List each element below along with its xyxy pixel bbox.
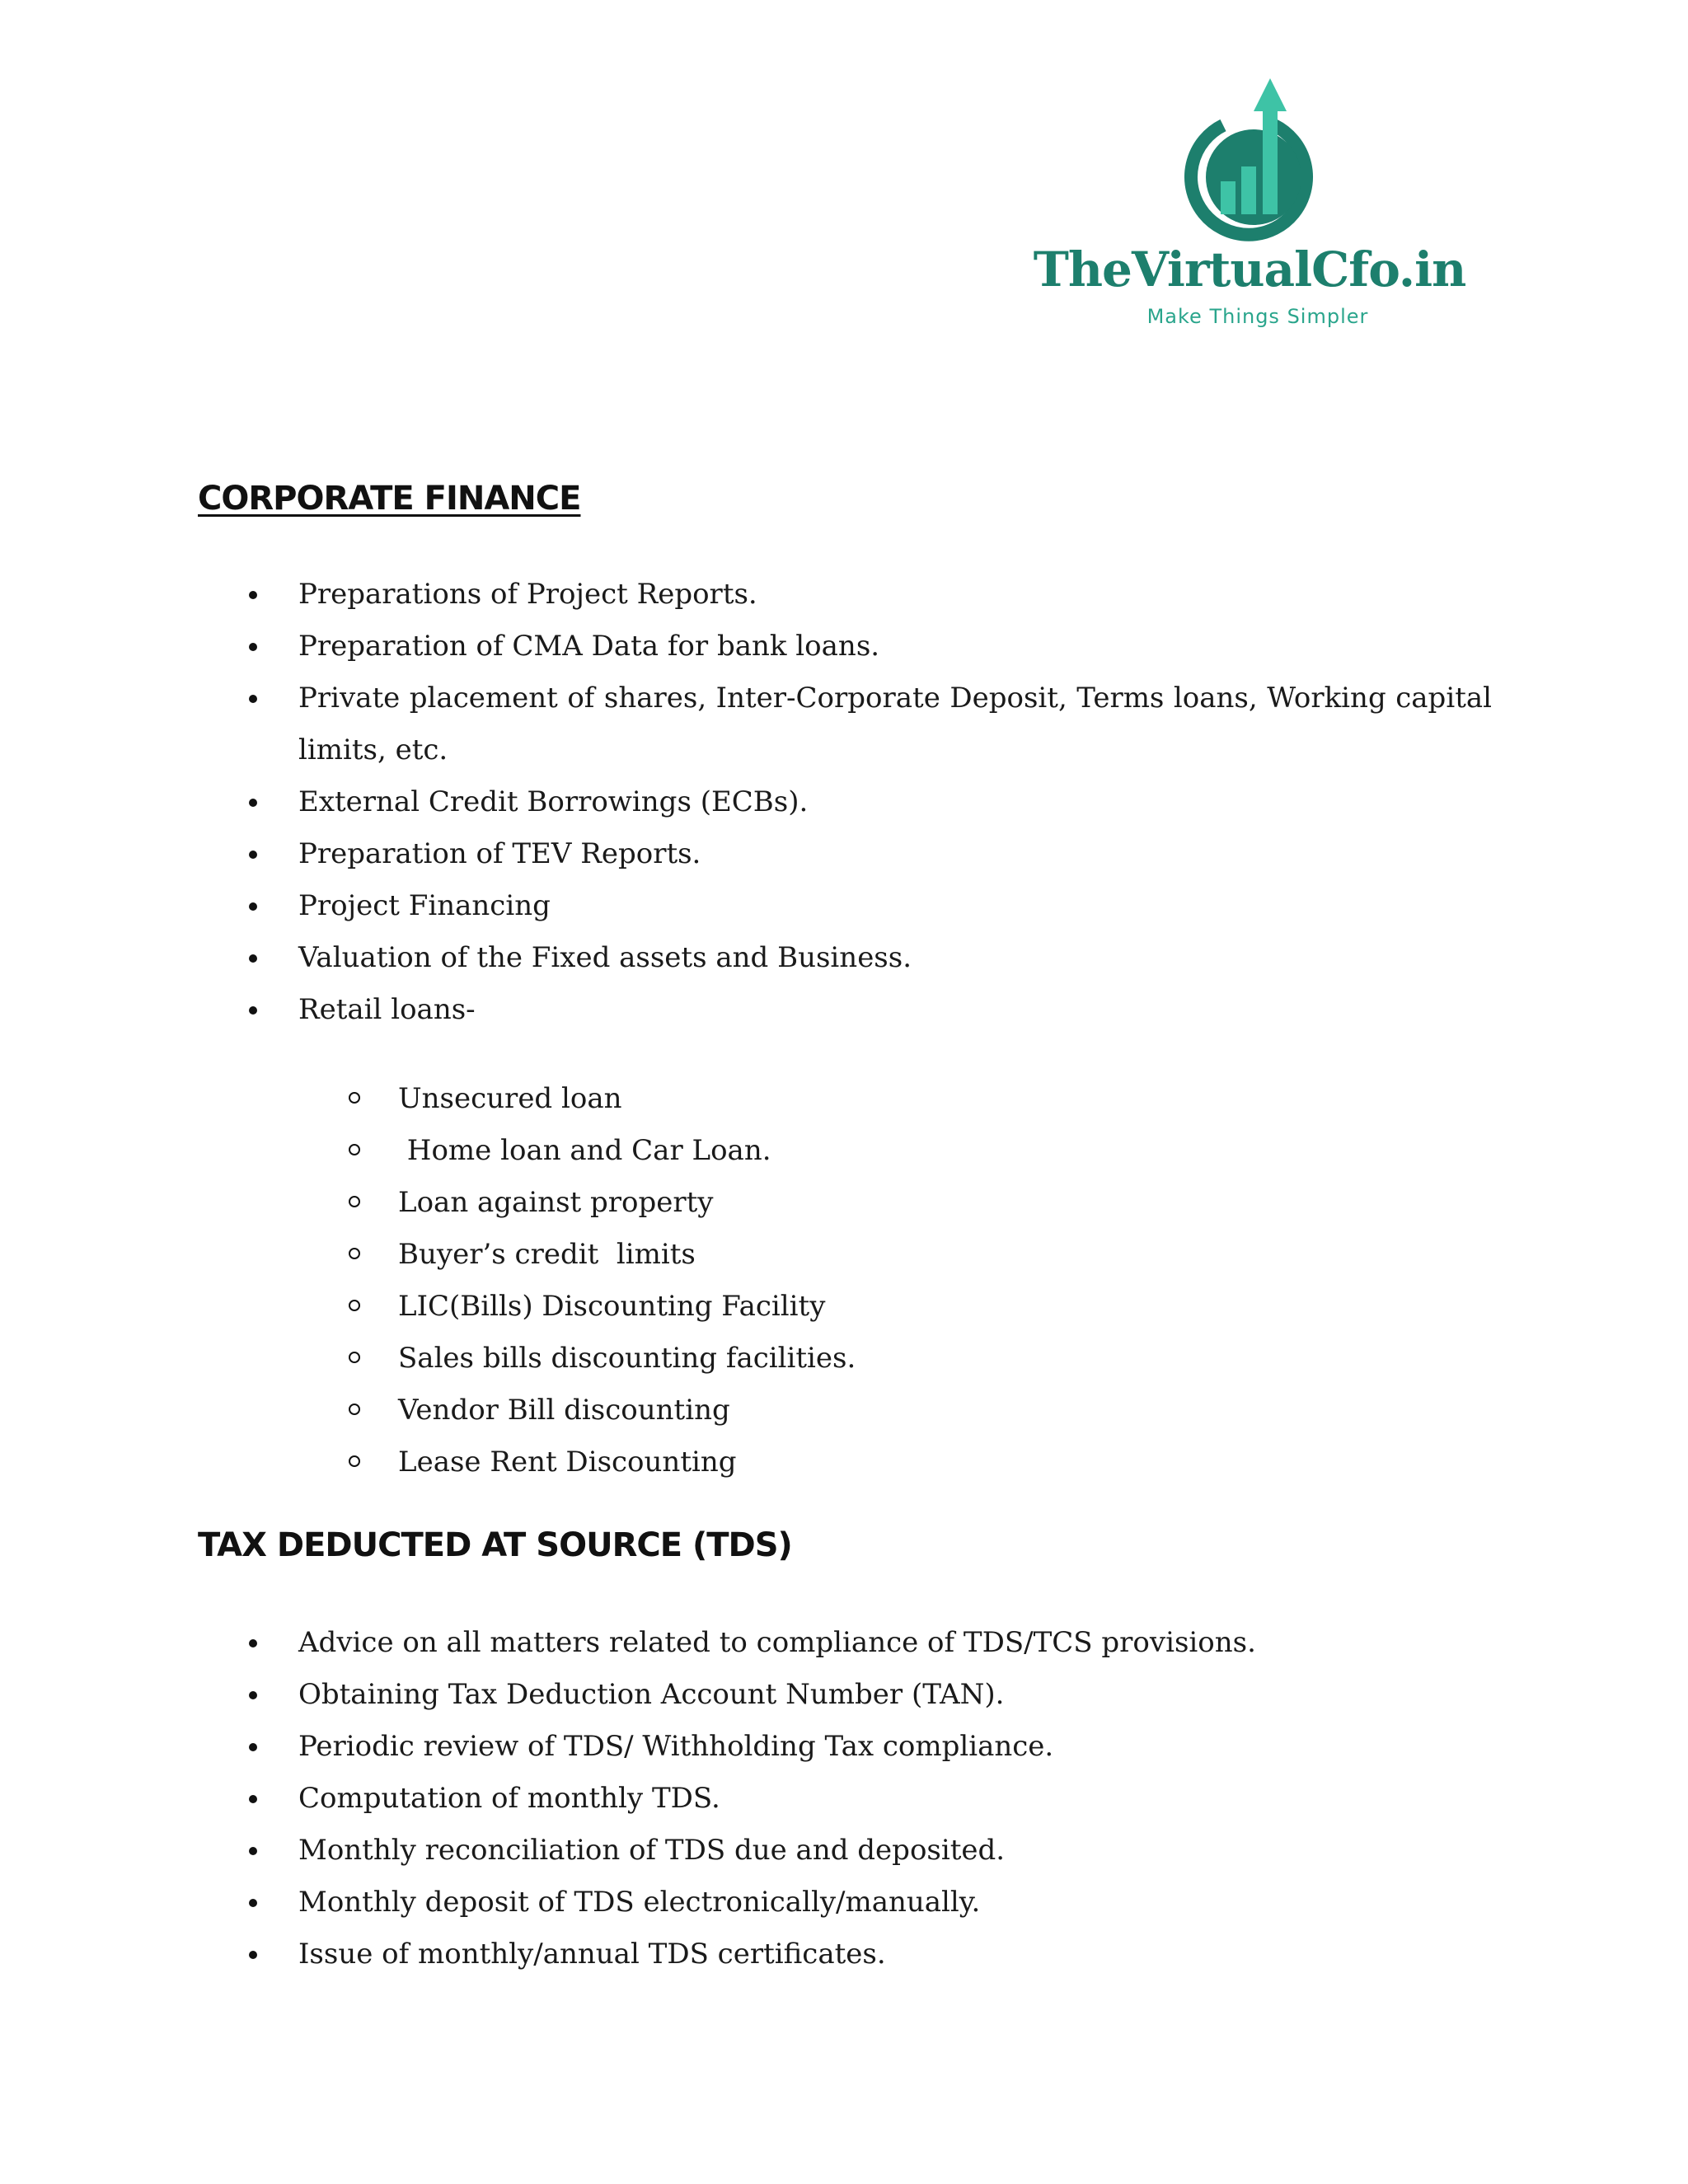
list-item: Preparations of Project Reports. <box>0 569 1492 621</box>
sub-list-item: Unsecured loan <box>0 1073 856 1125</box>
tds-list <box>0 1617 1492 1980</box>
sub-list-item: Sales bills discounting facilities. <box>0 1333 856 1385</box>
list-item: Obtaining Tax Deduction Account Number (TAN). <box>0 1669 1492 1721</box>
list-item: Valuation of the Fixed assets and Business. <box>0 932 1492 984</box>
list-item: External Credit Borrowings (ECBs). <box>0 776 1492 828</box>
list-item: Project Financing <box>0 880 1492 932</box>
list-item: Preparation of TEV Reports. <box>0 828 1492 880</box>
corporate-finance-list <box>0 569 1492 1036</box>
section-title-corporate-finance: CORPORATE FINANCE <box>198 480 581 518</box>
list-item: Private placement of shares, Inter-Corporate Deposit, Terms loans, Working capital limits, etc. <box>0 673 1492 776</box>
growth-chart-arrow-icon <box>1175 74 1332 247</box>
sub-list-item: LIC(Bills) Discounting Facility <box>0 1281 856 1333</box>
logo-tagline: Make Things Simpler <box>1146 305 1369 328</box>
list-item: Advice on all matters related to compliance of TDS/TCS provisions. <box>0 1617 1492 1669</box>
list-item: Monthly deposit of TDS electronically/manually. <box>0 1877 1492 1929</box>
list-item: Preparation of CMA Data for bank loans. <box>0 621 1492 673</box>
list-item: Issue of monthly/annual TDS certificates. <box>0 1929 1492 1980</box>
section-title-tds: TAX DEDUCTED AT SOURCE (TDS) <box>198 1526 792 1564</box>
company-logo <box>1019 74 1480 346</box>
list-item: Periodic review of TDS/ Withholding Tax compliance. <box>0 1721 1492 1773</box>
sub-list-item: Loan against property <box>0 1177 856 1229</box>
list-item: Retail loans- <box>0 984 1492 1036</box>
logo-wordmark: TheVirtualCfo.in <box>1033 241 1466 298</box>
sub-list-item: Home loan and Car Loan. <box>0 1125 856 1177</box>
sub-list-item: Lease Rent Discounting <box>0 1436 856 1488</box>
retail-loans-sublist <box>0 1073 856 1488</box>
sub-list-item: Buyer’s credit limits <box>0 1229 856 1281</box>
list-item: Computation of monthly TDS. <box>0 1773 1492 1825</box>
sub-list-item: Vendor Bill discounting <box>0 1385 856 1436</box>
list-item: Monthly reconciliation of TDS due and deposited. <box>0 1825 1492 1877</box>
